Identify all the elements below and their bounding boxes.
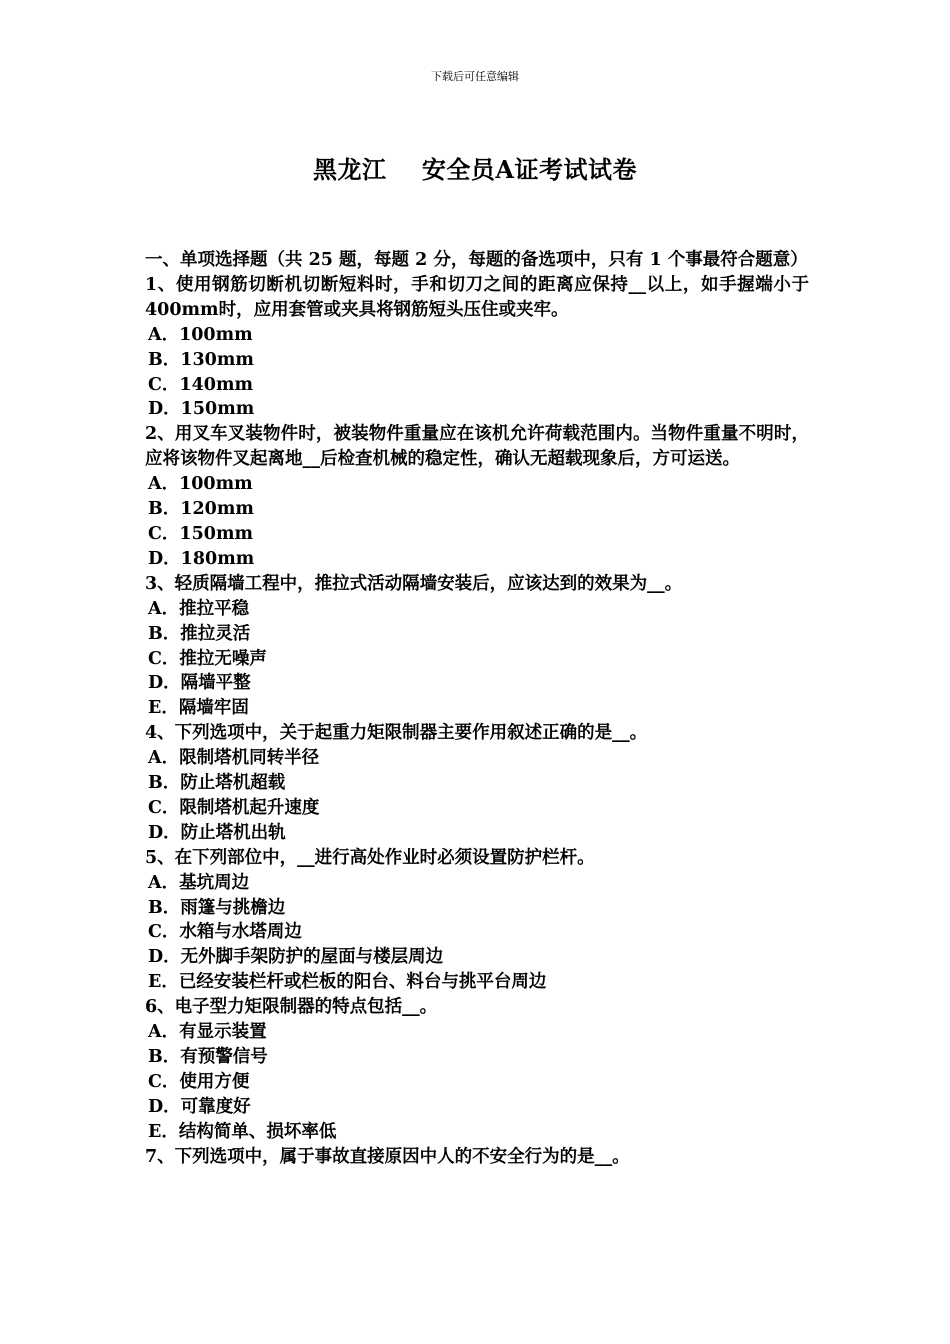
option-a: A．有显示装置 (148, 1022, 267, 1043)
question-text: 2、用叉车叉装物件时，被装物件重量应在该机允许荷载范围内。当物件重量不明时，应将该物件叉起离地__后检查机械的稳定性，确认无超载现象后，方可运送。 (145, 424, 809, 470)
question-3 (145, 572, 809, 721)
option-d: D．隔墙平整 (148, 673, 251, 694)
option-a: A．100mm (148, 324, 253, 345)
question-5 (145, 846, 809, 995)
option-b: B．130mm (148, 349, 254, 370)
option-c: C．推拉无噪声 (148, 648, 267, 669)
question-2 (145, 422, 809, 571)
option-b: B．防止塔机超载 (148, 773, 286, 794)
option-b: B．120mm (148, 499, 254, 520)
question-text: 3、轻质隔墙工程中，推拉式活动隔墙安装后，应该达到的效果为__。 (145, 573, 683, 594)
option-d: D．150mm (148, 399, 255, 420)
option-b: B．推拉灵活 (148, 623, 251, 644)
option-a: A．推拉平稳 (148, 598, 250, 619)
document-title: 黑龙江 安全员A证考试试卷 (312, 155, 638, 184)
option-b: B．有预警信号 (148, 1047, 268, 1067)
option-b: B．雨篷与挑檐边 (148, 897, 286, 918)
option-d: D．防止塔机出轨 (148, 822, 286, 843)
option-a: A．限制塔机同转半径 (148, 748, 320, 769)
question-6 (145, 995, 809, 1144)
option-c: C．水箱与水塔周边 (148, 922, 302, 943)
question-text: 1、使用钢筋切断机切断短料时，手和切刀之间的距离应保持__以上，如手握端小于400mm时，应用套管或夹具将钢筋短头压住或夹牢。 (145, 274, 809, 320)
question-text: 4、下列选项中，关于起重力矩限制器主要作用叙述正确的是__。 (145, 723, 648, 744)
question-7 (145, 1145, 809, 1170)
option-e: E．隔墙牢固 (148, 698, 249, 719)
option-a: A．100mm (148, 474, 253, 495)
question-text: 6、电子型力矩限制器的特点包括__。 (145, 997, 438, 1018)
question-4 (145, 721, 809, 846)
header-note: 下载后可任意编辑 (431, 70, 519, 83)
option-a: A．基坑周边 (148, 872, 250, 893)
question-1 (145, 273, 809, 422)
option-d: D．无外脚手架防护的屋面与楼层周边 (148, 947, 444, 968)
option-e: E．结构简单、损坏率低 (148, 1121, 337, 1142)
exam-body (145, 248, 809, 1170)
option-c: C．140mm (148, 374, 253, 395)
question-text: 7、下列选项中，属于事故直接原因中人的不安全行为的是__。 (145, 1146, 630, 1167)
section-heading: 一、单项选择题（共 25 题，每题 2 分，每题的备选项中，只有 1 个事最符合题意） (145, 250, 808, 270)
option-c: C．限制塔机起升速度 (148, 797, 320, 818)
option-c: C．150mm (148, 523, 253, 544)
option-e: E．已经安装栏杆或栏板的阳台、料台与挑平台周边 (148, 972, 547, 993)
question-text: 5、在下列部位中，__进行高处作业时必须设置防护栏杆。 (145, 847, 595, 868)
option-d: D．180mm (148, 548, 255, 569)
option-d: D．可靠度好 (148, 1096, 251, 1117)
option-c: C．使用方便 (148, 1071, 250, 1092)
